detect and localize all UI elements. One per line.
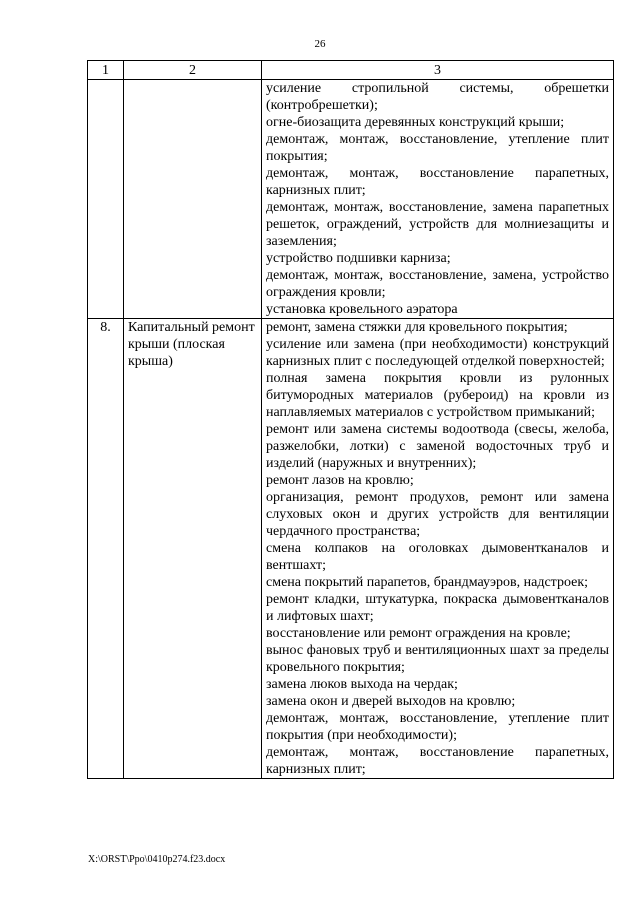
list-item: смена колпаков на оголовках дымовентканалов и вентшахт; xyxy=(266,541,609,573)
list-item: демонтаж, монтаж, восстановление, утепление плит покрытия (при необходимости); xyxy=(266,711,609,743)
header-col-1: 1 xyxy=(88,61,124,80)
list-item: демонтаж, монтаж, восстановление, утепление плит покрытия; xyxy=(266,132,609,164)
list-item: полная замена покрытия кровли из рулонных битумородных материалов (рубероид) на кровли из наплавляемых материалов с устройством примыканий; xyxy=(266,371,609,420)
list-item: демонтаж, монтаж, восстановление парапетных, карнизных плит; xyxy=(266,166,609,198)
work-items-cell xyxy=(262,80,614,319)
list-item: демонтаж, монтаж, восстановление парапетных, карнизных плит; xyxy=(266,745,609,777)
list-item: огне-биозащита деревянных конструкций крыши; xyxy=(266,115,565,130)
header-col-3: 3 xyxy=(262,61,614,80)
row-number xyxy=(88,80,124,319)
list-item: смена покрытий парапетов, брандмауэров, надстроек; xyxy=(266,575,589,590)
works-table xyxy=(87,60,614,779)
work-items-cell xyxy=(262,319,614,779)
work-name xyxy=(124,80,262,319)
list-item: усиление или замена (при необходимости) конструкций карнизных плит с последующей отделкой поверхностей; xyxy=(266,337,609,369)
page-number: 26 xyxy=(314,38,326,50)
list-item: демонтаж, монтаж, восстановление, замена, устройство ограждения кровли; xyxy=(266,268,609,300)
table-row xyxy=(88,80,614,319)
list-item: усиление стропильной системы, обрешетки (контробрешетки); xyxy=(266,81,609,113)
work-name: Капитальный ремонт крыши (плоская крыша) xyxy=(124,319,262,779)
list-item: вынос фановых труб и вентиляционных шахт за пределы кровельного покрытия; xyxy=(266,643,609,675)
list-item: восстановление или ремонт ограждения на кровле; xyxy=(266,626,571,641)
row-number: 8. xyxy=(88,319,124,779)
list-item: ремонт или замена системы водоотвода (свесы, желоба, разжелобки, лотки) с заменой водосточных труб и изделий (наружных и внутренних); xyxy=(266,422,609,471)
header-col-2: 2 xyxy=(124,61,262,80)
list-item: демонтаж, монтаж, восстановление, замена парапетных решеток, ограждений, устройств для молниезащиты и заземления; xyxy=(266,200,609,249)
list-item: организация, ремонт продухов, ремонт или замена слуховых окон и других устройств для вентиляции чердачного пространства; xyxy=(266,490,609,539)
list-item: устройство подшивки карниза; xyxy=(266,251,451,266)
list-item: установка кровельного аэратора xyxy=(266,302,458,317)
list-item: ремонт кладки, штукатурка, покраска дымовентканалов и лифтовых шахт; xyxy=(266,592,609,624)
table-header-row xyxy=(88,61,614,80)
file-path-footer: X:\ORST\Ppo\0410p274.f23.docx xyxy=(88,854,226,865)
table-row xyxy=(88,319,614,779)
list-item: ремонт, замена стяжки для кровельного покрытия; xyxy=(266,320,568,335)
list-item: ремонт лазов на кровлю; xyxy=(266,473,414,488)
list-item: замена окон и дверей выходов на кровлю; xyxy=(266,694,516,709)
list-item: замена люков выхода на чердак; xyxy=(266,677,458,692)
